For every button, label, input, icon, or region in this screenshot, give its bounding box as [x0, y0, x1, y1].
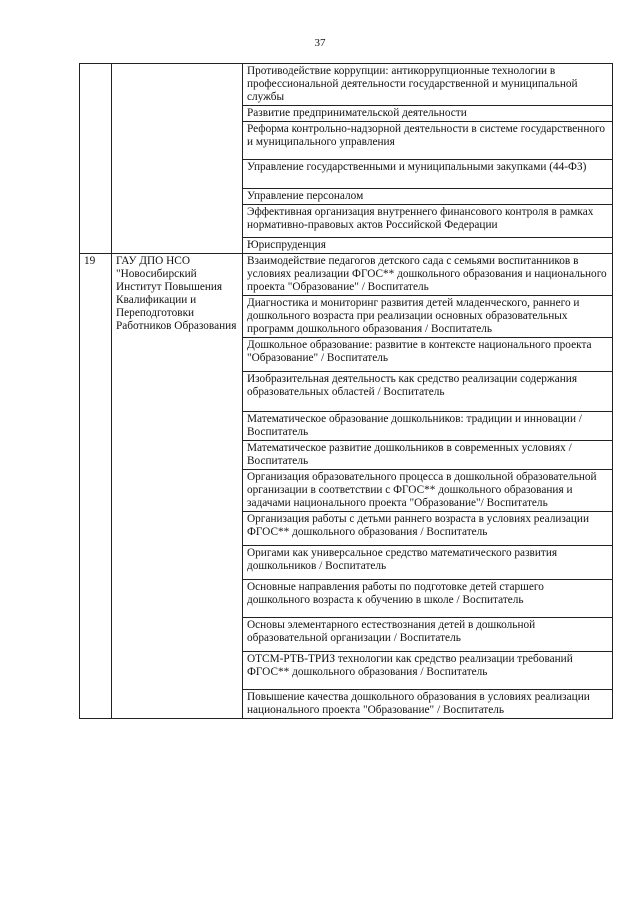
course-cell: Математическое развитие дошкольников в современных условиях / Воспитатель [243, 441, 613, 470]
course-cell: Противодействие коррупции: антикоррупционные технологии в профессиональной деятельности государственной и муниципальной службы [243, 64, 613, 106]
course-cell: Организация работы с детьми раннего возраста в условиях реализации ФГОС** дошкольного образования / Воспитатель [243, 512, 613, 546]
table-row [80, 254, 613, 296]
course-cell: ОТСМ-РТВ-ТРИЗ технологии как средство реализации требований ФГОС** дошкольного образования / Воспитатель [243, 652, 613, 690]
course-cell: Взаимодействие педагогов детского сада с семьями воспитанников в условиях реализации ФГОС** дошкольного образования и национального проекта "Образование" / Воспитатель [243, 254, 613, 296]
course-cell: Юриспруденция [243, 238, 613, 254]
course-cell: Организация образовательного процесса в дошкольной образовательной организации в соответствии с ФГОС** дошкольного образования и задачами национального проекта "Образование"/ Воспитатель [243, 470, 613, 512]
course-cell: Управление государственными и муниципальными закупками (44-ФЗ) [243, 160, 613, 189]
row-number-cell [80, 64, 112, 254]
course-cell: Оригами как универсальное средство математического развития дошкольников / Воспитатель [243, 546, 613, 580]
course-cell: Изобразительная деятельность как средство реализации содержания образовательных областей / Воспитатель [243, 372, 613, 412]
course-cell: Основы элементарного естествознания детей в дошкольной образовательной организации / Воспитатель [243, 618, 613, 652]
course-cell: Математическое образование дошкольников: традиции и инновации / Воспитатель [243, 412, 613, 441]
course-cell: Повышение качества дошкольного образования в условиях реализации национального проекта "Образование" / Воспитатель [243, 690, 613, 719]
courses-table [79, 63, 613, 719]
course-cell: Эффективная организация внутреннего финансового контроля в рамках нормативно-правовых актов Российской Федерации [243, 205, 613, 238]
course-cell: Управление персоналом [243, 189, 613, 205]
organization-cell [112, 64, 243, 254]
page-number: 37 [314, 37, 326, 49]
row-number-cell: 19 [80, 254, 112, 719]
course-cell: Развитие предпринимательской деятельности [243, 106, 613, 122]
course-cell: Дошкольное образование: развитие в контексте национального проекта "Образование" / Воспитатель [243, 338, 613, 372]
table-row [80, 64, 613, 106]
course-cell: Реформа контрольно-надзорной деятельности в системе государственного и муниципального управления [243, 122, 613, 160]
course-cell: Основные направления работы по подготовке детей старшего дошкольного возраста к обучению в школе / Воспитатель [243, 580, 613, 618]
organization-cell: ГАУ ДПО НСО "Новосибирский Институт Повышения Квалификации и Переподготовки Работников Образования [112, 254, 243, 719]
course-cell: Диагностика и мониторинг развития детей младенческого, раннего и дошкольного возраста при реализации основных образовательных программ дошкольного образования / Воспитатель [243, 296, 613, 338]
